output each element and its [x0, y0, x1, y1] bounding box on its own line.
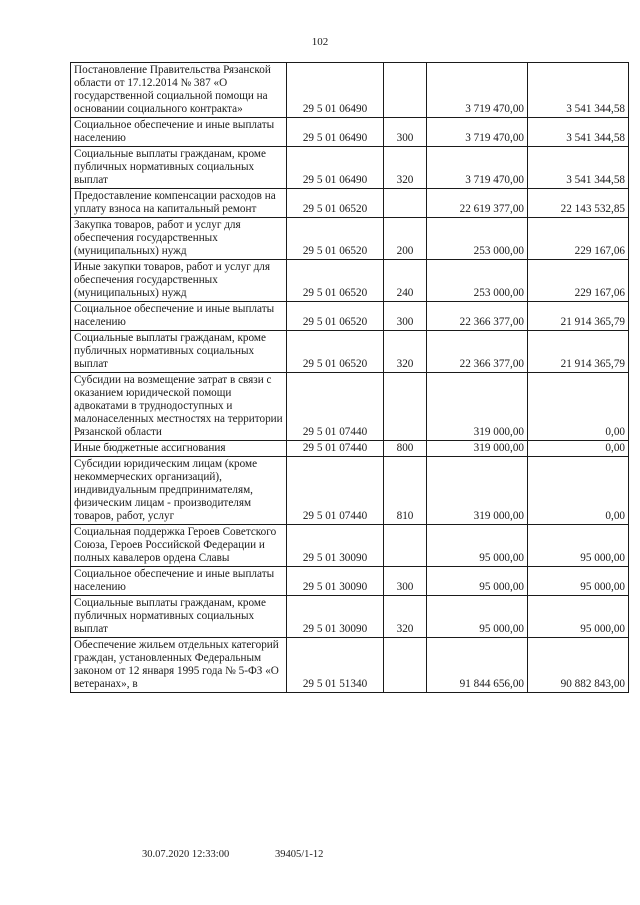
cell-name: Субсидии юридическим лицам (кроме некоммерческих организаций), индивидуальным предпринимателям, физическим лицам - производителям товаров, работ, услуг: [71, 457, 287, 525]
table-row: [71, 638, 629, 693]
cell-csr-code: 29 5 01 06490: [287, 63, 384, 118]
cell-amount-executed: 21 914 365,79: [528, 331, 629, 373]
cell-name: Социальное обеспечение и иные выплаты населению: [71, 118, 287, 147]
cell-vr-code: 300: [384, 118, 427, 147]
cell-amount-planned: 319 000,00: [427, 441, 528, 457]
cell-csr-code: 29 5 01 06490: [287, 118, 384, 147]
budget-table-body: [71, 63, 629, 693]
cell-amount-executed: 0,00: [528, 457, 629, 525]
footer-date: 30.07.2020 12:33:00: [142, 849, 230, 860]
cell-name: Иные закупки товаров, работ и услуг для обеспечения государственных (муниципальных) нужд: [71, 260, 287, 302]
table-row: [71, 147, 629, 189]
cell-amount-executed: 95 000,00: [528, 525, 629, 567]
cell-amount-planned: 91 844 656,00: [427, 638, 528, 693]
cell-name: Постановление Правительства Рязанской области от 17.12.2014 № 387 «О государственной социальной помощи на основании социального контракта»: [71, 63, 287, 118]
budget-table: [70, 62, 629, 693]
cell-csr-code: 29 5 01 07440: [287, 373, 384, 441]
cell-name: Социальное обеспечение и иные выплаты населению: [71, 302, 287, 331]
cell-vr-code: 320: [384, 596, 427, 638]
cell-amount-executed: 95 000,00: [528, 567, 629, 596]
cell-csr-code: 29 5 01 07440: [287, 441, 384, 457]
cell-vr-code: 300: [384, 302, 427, 331]
cell-amount-executed: 21 914 365,79: [528, 302, 629, 331]
cell-csr-code: 29 5 01 30090: [287, 596, 384, 638]
cell-csr-code: 29 5 01 06490: [287, 147, 384, 189]
cell-vr-code: 320: [384, 331, 427, 373]
cell-csr-code: 29 5 01 06520: [287, 331, 384, 373]
cell-amount-planned: 3 719 470,00: [427, 118, 528, 147]
table-row: [71, 373, 629, 441]
cell-csr-code: 29 5 01 06520: [287, 218, 384, 260]
table-row: [71, 63, 629, 118]
footer-code: 39405/1-12: [275, 849, 324, 860]
cell-csr-code: 29 5 01 30090: [287, 567, 384, 596]
table-row: [71, 525, 629, 567]
cell-vr-code: 200: [384, 218, 427, 260]
cell-amount-planned: 3 719 470,00: [427, 147, 528, 189]
table-row: [71, 302, 629, 331]
cell-name: Закупка товаров, работ и услуг для обеспечения государственных (муниципальных) нужд: [71, 218, 287, 260]
cell-name: Социальная поддержка Героев Советского Союза, Героев Российской Федерации и полных кавалеров ордена Славы: [71, 525, 287, 567]
cell-amount-planned: 22 619 377,00: [427, 189, 528, 218]
cell-amount-planned: 95 000,00: [427, 525, 528, 567]
table-row: [71, 260, 629, 302]
cell-amount-executed: 90 882 843,00: [528, 638, 629, 693]
table-row: [71, 567, 629, 596]
cell-name: Социальное обеспечение и иные выплаты населению: [71, 567, 287, 596]
cell-amount-executed: 3 541 344,58: [528, 63, 629, 118]
cell-amount-executed: 0,00: [528, 373, 629, 441]
cell-name: Обеспечение жильем отдельных категорий граждан, установленных Федеральным законом от 12 января 1995 года № 5-ФЗ «О ветеранах», в: [71, 638, 287, 693]
cell-name: Иные бюджетные ассигнования: [71, 441, 287, 457]
cell-vr-code: 240: [384, 260, 427, 302]
cell-csr-code: 29 5 01 06520: [287, 302, 384, 331]
cell-amount-planned: 3 719 470,00: [427, 63, 528, 118]
table-row: [71, 189, 629, 218]
cell-amount-planned: 22 366 377,00: [427, 331, 528, 373]
cell-amount-planned: 95 000,00: [427, 567, 528, 596]
cell-amount-executed: 22 143 532,85: [528, 189, 629, 218]
cell-csr-code: 29 5 01 06520: [287, 260, 384, 302]
cell-vr-code: [384, 63, 427, 118]
page-number: 102: [311, 36, 329, 48]
cell-amount-planned: 319 000,00: [427, 373, 528, 441]
cell-name: Социальные выплаты гражданам, кроме публичных нормативных социальных выплат: [71, 596, 287, 638]
cell-vr-code: 800: [384, 441, 427, 457]
cell-amount-executed: 229 167,06: [528, 260, 629, 302]
cell-amount-executed: 3 541 344,58: [528, 147, 629, 189]
cell-amount-planned: 253 000,00: [427, 218, 528, 260]
table-row: [71, 457, 629, 525]
cell-amount-planned: 95 000,00: [427, 596, 528, 638]
cell-csr-code: 29 5 01 30090: [287, 525, 384, 567]
cell-name: Социальные выплаты гражданам, кроме публичных нормативных социальных выплат: [71, 331, 287, 373]
cell-vr-code: [384, 373, 427, 441]
cell-csr-code: 29 5 01 51340: [287, 638, 384, 693]
cell-vr-code: 300: [384, 567, 427, 596]
cell-vr-code: [384, 525, 427, 567]
table-row: [71, 331, 629, 373]
cell-csr-code: 29 5 01 06520: [287, 189, 384, 218]
cell-amount-planned: 319 000,00: [427, 457, 528, 525]
cell-name: Предоставление компенсации расходов на уплату взноса на капитальный ремонт: [71, 189, 287, 218]
cell-name: Социальные выплаты гражданам, кроме публичных нормативных социальных выплат: [71, 147, 287, 189]
cell-vr-code: 810: [384, 457, 427, 525]
cell-amount-executed: 95 000,00: [528, 596, 629, 638]
cell-amount-planned: 22 366 377,00: [427, 302, 528, 331]
table-row: [71, 441, 629, 457]
cell-vr-code: [384, 189, 427, 218]
cell-amount-executed: 229 167,06: [528, 218, 629, 260]
table-row: [71, 118, 629, 147]
cell-amount-planned: 253 000,00: [427, 260, 528, 302]
table-row: [71, 596, 629, 638]
cell-name: Субсидии на возмещение затрат в связи с оказанием юридической помощи адвокатами в труднодоступных и малонаселенных местностях на территории Рязанской области: [71, 373, 287, 441]
cell-vr-code: [384, 638, 427, 693]
cell-amount-executed: 3 541 344,58: [528, 118, 629, 147]
table-row: [71, 218, 629, 260]
cell-csr-code: 29 5 01 07440: [287, 457, 384, 525]
cell-vr-code: 320: [384, 147, 427, 189]
cell-amount-executed: 0,00: [528, 441, 629, 457]
